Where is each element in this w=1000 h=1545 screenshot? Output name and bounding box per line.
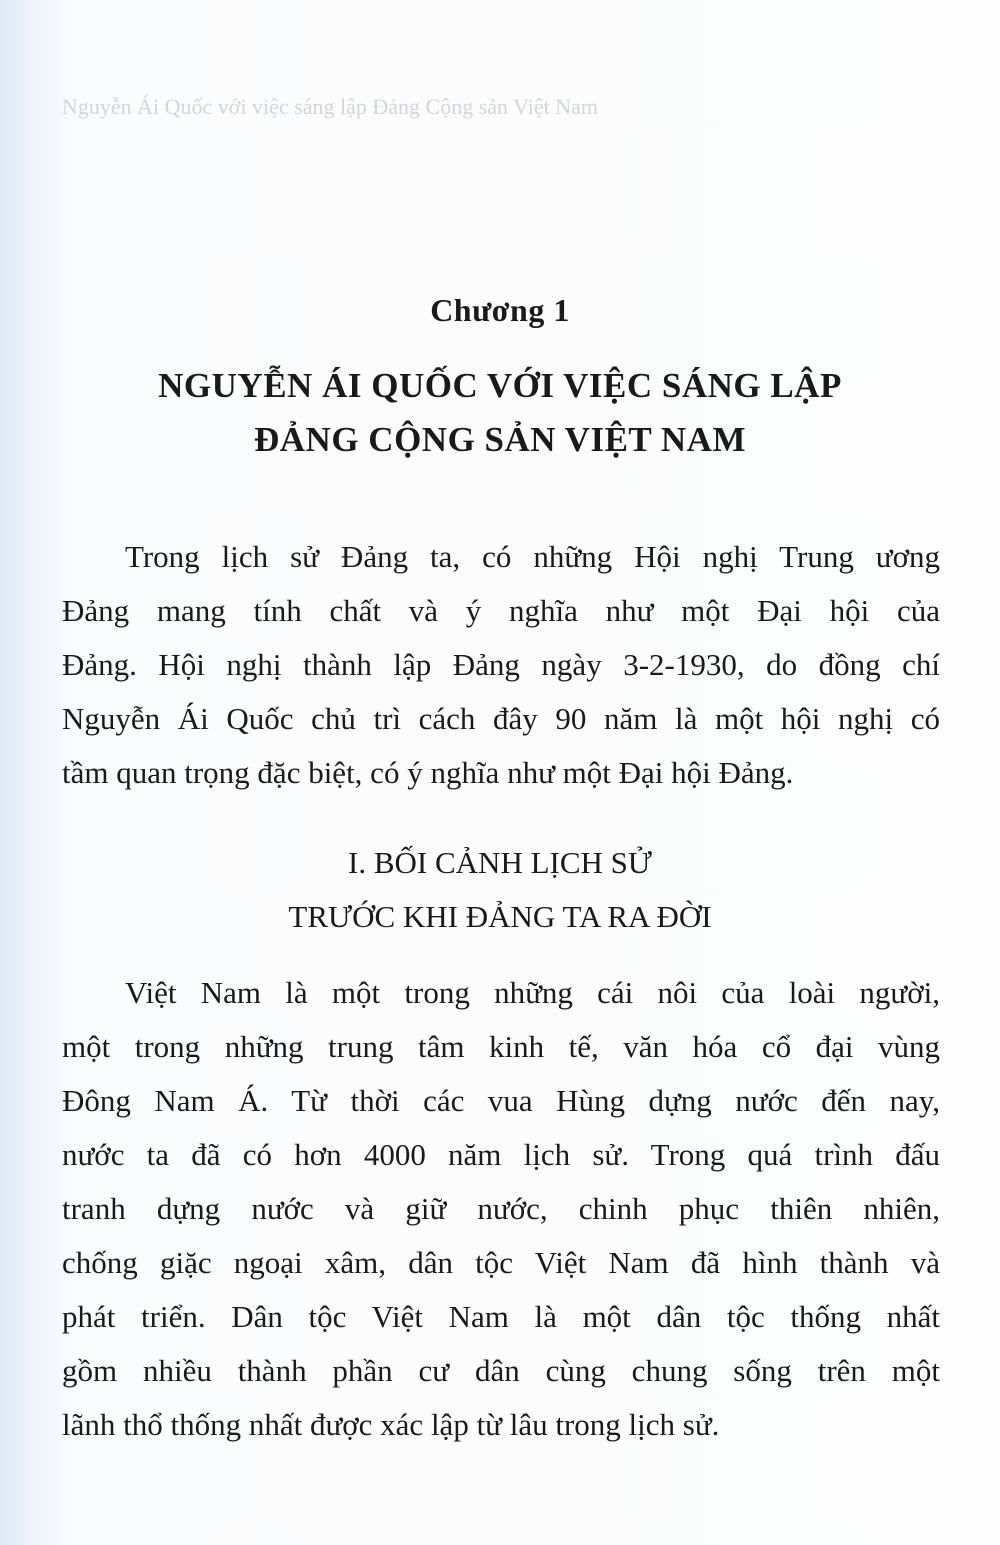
paragraph-line: Trong lịch sử Đảng ta, có những Hội nghị Trung ương: [125, 539, 940, 574]
paragraph-line: Nguyễn Ái Quốc chủ trì cách đây 90 năm là một hội nghị có: [62, 701, 940, 736]
paragraph-line: Đông Nam Á. Từ thời các vua Hùng dựng nước đến nay,: [62, 1083, 940, 1118]
paragraph-line: Đảng. Hội nghị thành lập Đảng ngày 3-2-1930, do đồng chí: [62, 647, 940, 682]
chapter-label: Chương 1: [430, 292, 570, 328]
paragraph-line: lãnh thổ thống nhất được xác lập từ lâu trong lịch sử.: [62, 1407, 720, 1442]
paragraph-line: gồm nhiều thành phần cư dân cùng chung sống trên một: [62, 1353, 940, 1388]
section-title-line: TRƯỚC KHI ĐẢNG TA RA ĐỜI: [288, 899, 712, 934]
section-title-line: I. BỐI CẢNH LỊCH SỬ: [348, 845, 652, 880]
paragraph-line: phát triển. Dân tộc Việt Nam là một dân tộc thống nhất: [62, 1299, 940, 1334]
paragraph-line: chống giặc ngoại xâm, dân tộc Việt Nam đã hình thành và: [62, 1245, 940, 1280]
running-header-showthrough: Nguyễn Ái Quốc với việc sáng lập Đảng Cộng sản Việt Nam: [62, 94, 598, 119]
chapter-title-line: ĐẢNG CỘNG SẢN VIỆT NAM: [254, 420, 746, 459]
paragraph-line: Đảng mang tính chất và ý nghĩa như một Đại hội của: [62, 593, 940, 628]
paragraph-line: nước ta đã có hơn 4000 năm lịch sử. Trong quá trình đấu: [62, 1137, 940, 1172]
paragraph-line: tầm quan trọng đặc biệt, có ý nghĩa như một Đại hội Đảng.: [62, 755, 794, 790]
chapter-title-line: NGUYỄN ÁI QUỐC VỚI VIỆC SÁNG LẬP: [158, 366, 842, 405]
paragraph-line: một trong những trung tâm kinh tế, văn hóa cổ đại vùng: [62, 1029, 940, 1064]
paragraph-line: tranh dựng nước và giữ nước, chinh phục thiên nhiên,: [62, 1191, 940, 1226]
paragraph-line: Việt Nam là một trong những cái nôi của loài người,: [125, 975, 940, 1010]
